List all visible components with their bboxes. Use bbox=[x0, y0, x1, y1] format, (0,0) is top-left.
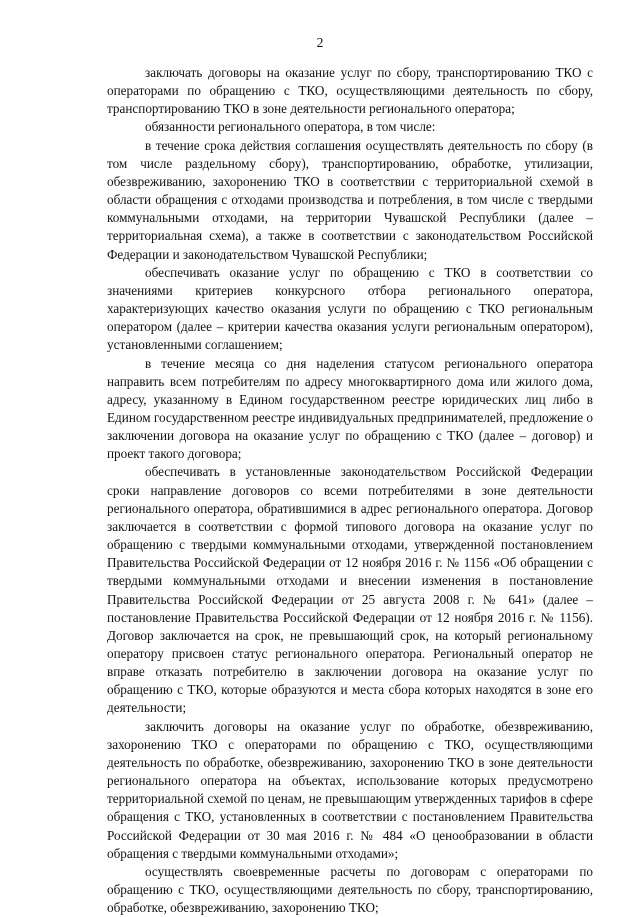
paragraph: в течение месяца со дня наделения статусом регионального оператора направить всем потребителям по адресу многоквартирного дома или жилого дома, адресу, указанному в Едином государственном реестре юридических лиц либо в Едином государственном реестре индивидуальных предпринимателей, предложение о заключении договора на оказание услуг по обращению с ТКО (далее – договор) и проект такого договора; bbox=[107, 355, 593, 462]
paragraph: обеспечивать оказание услуг по обращению с ТКО в соответствии со значениями критериев конкурсного отбора регионального оператора, характеризующих качество оказания услуги по обращению с ТКО региональным оператором (далее – критерии качества оказания услуги региональным оператором), установленными соглашением; bbox=[107, 264, 593, 353]
page-number: 2 bbox=[316, 35, 324, 50]
paragraph: обеспечивать в установленные законодательством Российской Федерации сроки направление договоров со всеми потребителями в зоне деятельности регионального оператора, обратившимися в адрес регионального оператора. Договор заключается в соответствии с формой типового договора на оказание услуг по обращению с твердыми коммунальными отходами, утвержденной постановлением Правительства Российской Федерации от 12 ноября 2016 г. № 1156 «Об обращении с твердыми коммунальными отходами и внесении изменения в постановление Правительства Российской Федерации от 25 августа 2008 г. № 641» (далее – постановление Правительства Российской Федерации от 12 ноября 2016 г. № 1156). Договор заключается на срок, не превышающий срок, на который региональному оператору присвоен статус регионального оператора. Региональный оператор не вправе отказать потребителю в заключении договора на оказание услуг по обращению с ТКО, которые образуются и места сбора которых находятся в зоне его деятельности; bbox=[107, 464, 593, 716]
paragraph: обязанности регионального оператора, в том числе: bbox=[145, 119, 436, 135]
paragraph: в течение срока действия соглашения осуществлять деятельность по сбору (в том числе раздельному сбору), транспортированию, обработке, утилизации, обезвреживанию, захоронению ТКО в соответствии с территориальной схемой в области обращения с отходами производства и потребления, в том числе с твердыми коммунальными отходами, на территории Чувашской Республики (далее – территориальная схема), а также в соответствии с законодательством Российской Федерации и законодательством Чувашской Республики; bbox=[107, 137, 593, 262]
paragraph: заключить договоры на оказание услуг по обработке, обезвреживанию, захоронению ТКО с операторами по обращению с ТКО, осуществляющими деятельность по обработке, обезвреживанию, захоронению ТКО в зоне деятельности регионального оператора на объектах, использование которых предусмотрено территориальной схемой по ценам, не превышающим утвержденных тарифов в сфере обращения с ТКО, установленных в соответствии с постановлением Правительства Российской Федерации от 30 мая 2016 г. № 484 «О ценообразовании в области обращения с твердыми коммунальными отходами»; bbox=[107, 718, 593, 861]
paragraph: осуществлять своевременные расчеты по договорам с операторами по обращению с ТКО, осуществляющими деятельность по сбору, транспортированию, обработке, обезвреживанию, захоронению ТКО; bbox=[107, 863, 593, 916]
paragraph: заключать договоры на оказание услуг по сбору, транспортированию ТКО с операторами по обращению с ТКО, осуществляющими деятельность по сбору, транспортированию ТКО в зоне деятельности регионального оператора; bbox=[107, 65, 593, 117]
body-text bbox=[107, 64, 593, 917]
